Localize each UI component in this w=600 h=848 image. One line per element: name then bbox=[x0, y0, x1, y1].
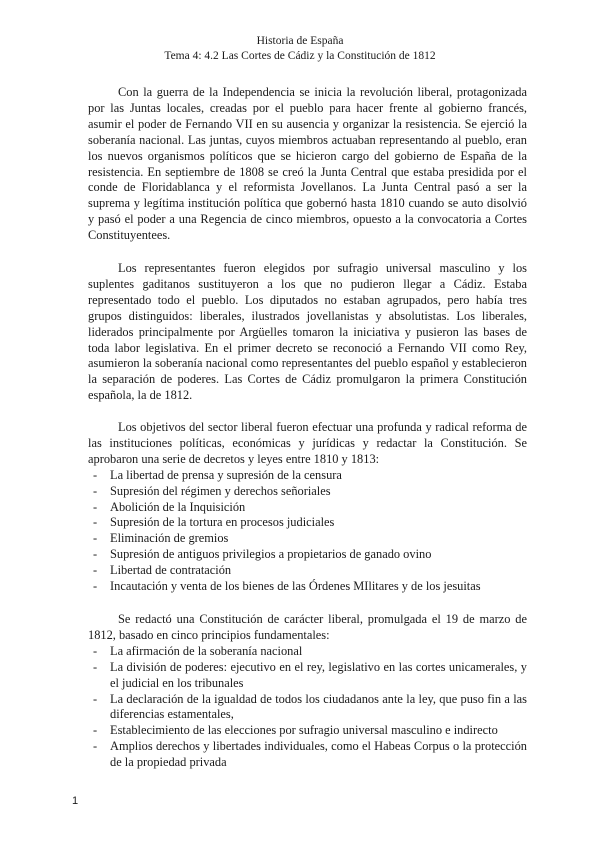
paragraph-text: Se redactó una Constitución de carácter liberal, promulgada el 19 de marzo de 1812, basado en cinco principios fundamentales: bbox=[88, 612, 527, 642]
page-number: 1 bbox=[72, 795, 79, 807]
paragraph-objetivos bbox=[88, 420, 527, 595]
list-item: - Supresión del régimen y derechos señoriales bbox=[88, 484, 527, 500]
list-item: - Abolición de la Inquisición bbox=[88, 500, 527, 516]
paragraph-constitucion bbox=[88, 612, 527, 771]
paragraph-representantes bbox=[88, 261, 527, 404]
paragraph-juntas bbox=[88, 85, 527, 244]
paragraph-text: Los representantes fueron elegidos por sufragio universal masculino y los suplentes gaditanos sustituyeron a los que no pudieron llegar a Cádiz. Estaba representado todo el pueblo. Los diputados no estaban agrupados, pero había tres grupos distinguidos: liberales, ilustrados jovellanistas y absolutistas. Los liberales, liderados principalmente por Argüelles tomaron la iniciativa y pusieron las bases de toda labor legislativa. En el primer decreto se reconoció a Fernando VII como Rey, asumieron la soberanía nacional como representantes del pueblo español y establecieron la separación de poderes. Las Cortes de Cádiz promulgaron la primera Constitución española, la de 1812. bbox=[88, 261, 527, 403]
list-item: - Supresión de la tortura en procesos judiciales bbox=[88, 515, 527, 531]
list-item: - Eliminación de gremios bbox=[88, 531, 527, 547]
list-item: - La declaración de la igualdad de todos los ciudadanos ante la ley, que puso fin a las diferencias estamentales, bbox=[88, 692, 527, 724]
list-item: - Supresión de antiguos privilegios a propietarios de ganado ovino bbox=[88, 547, 527, 563]
list-item: - Incautación y venta de los bienes de las Órdenes MIlitares y de los jesuitas bbox=[88, 579, 527, 595]
list-item: - La libertad de prensa y supresión de la censura bbox=[88, 468, 527, 484]
list-item: - Amplios derechos y libertades individuales, como el Habeas Corpus o la protección de la propiedad privada bbox=[88, 739, 527, 771]
paragraph-text: Los objetivos del sector liberal fueron efectuar una profunda y radical reforma de las instituciones políticas, económicas y jurídicas y redactar la Constitución. Se aprobaron una serie de decretos y leyes entre 1810 y 1813: bbox=[88, 420, 527, 466]
list-item: - Establecimiento de las elecciones por sufragio universal masculino e indirecto bbox=[88, 723, 527, 739]
list-item: - La afirmación de la soberanía nacional bbox=[88, 644, 527, 660]
paragraph-text: Con la guerra de la Independencia se inicia la revolución liberal, protagonizada por las Juntas locales, creadas por el pueblo para hacer frente al gobierno francés, asumir el poder de Fernando VII en su ausencia y organizar la resistencia. Se ejerció la soberanía nacional. Las juntas, cuyos miembros actuaban representando al pueblo, eran los nuevos organismos políticos que se hicieron cargo del gobierno de España de la resistencia. En septiembre de 1808 se creó la Junta Central que estaba presidida por el conde de Floridablanca y el reformista Jovellanos. La Junta Central pasó a ser la suprema y legítima institución política que gobernó hasta 1810 cuando se auto disolvió y pasó el poder a una Regencia de cinco miembros, opuesto a la convocatoria a Cortes Constituyentees. bbox=[88, 85, 527, 243]
decrees-list bbox=[88, 468, 527, 595]
principles-list bbox=[88, 644, 527, 771]
header-title: Historia de España bbox=[256, 35, 344, 47]
header-subtitle: Tema 4: 4.2 Las Cortes de Cádiz y la Constitución de 1812 bbox=[164, 50, 436, 62]
list-item: - Libertad de contratación bbox=[88, 563, 527, 579]
list-item: - La división de poderes: ejecutivo en el rey, legislativo en las cortes unicamerales, y el judicial en los tribunales bbox=[88, 660, 527, 692]
page-header bbox=[0, 34, 600, 64]
